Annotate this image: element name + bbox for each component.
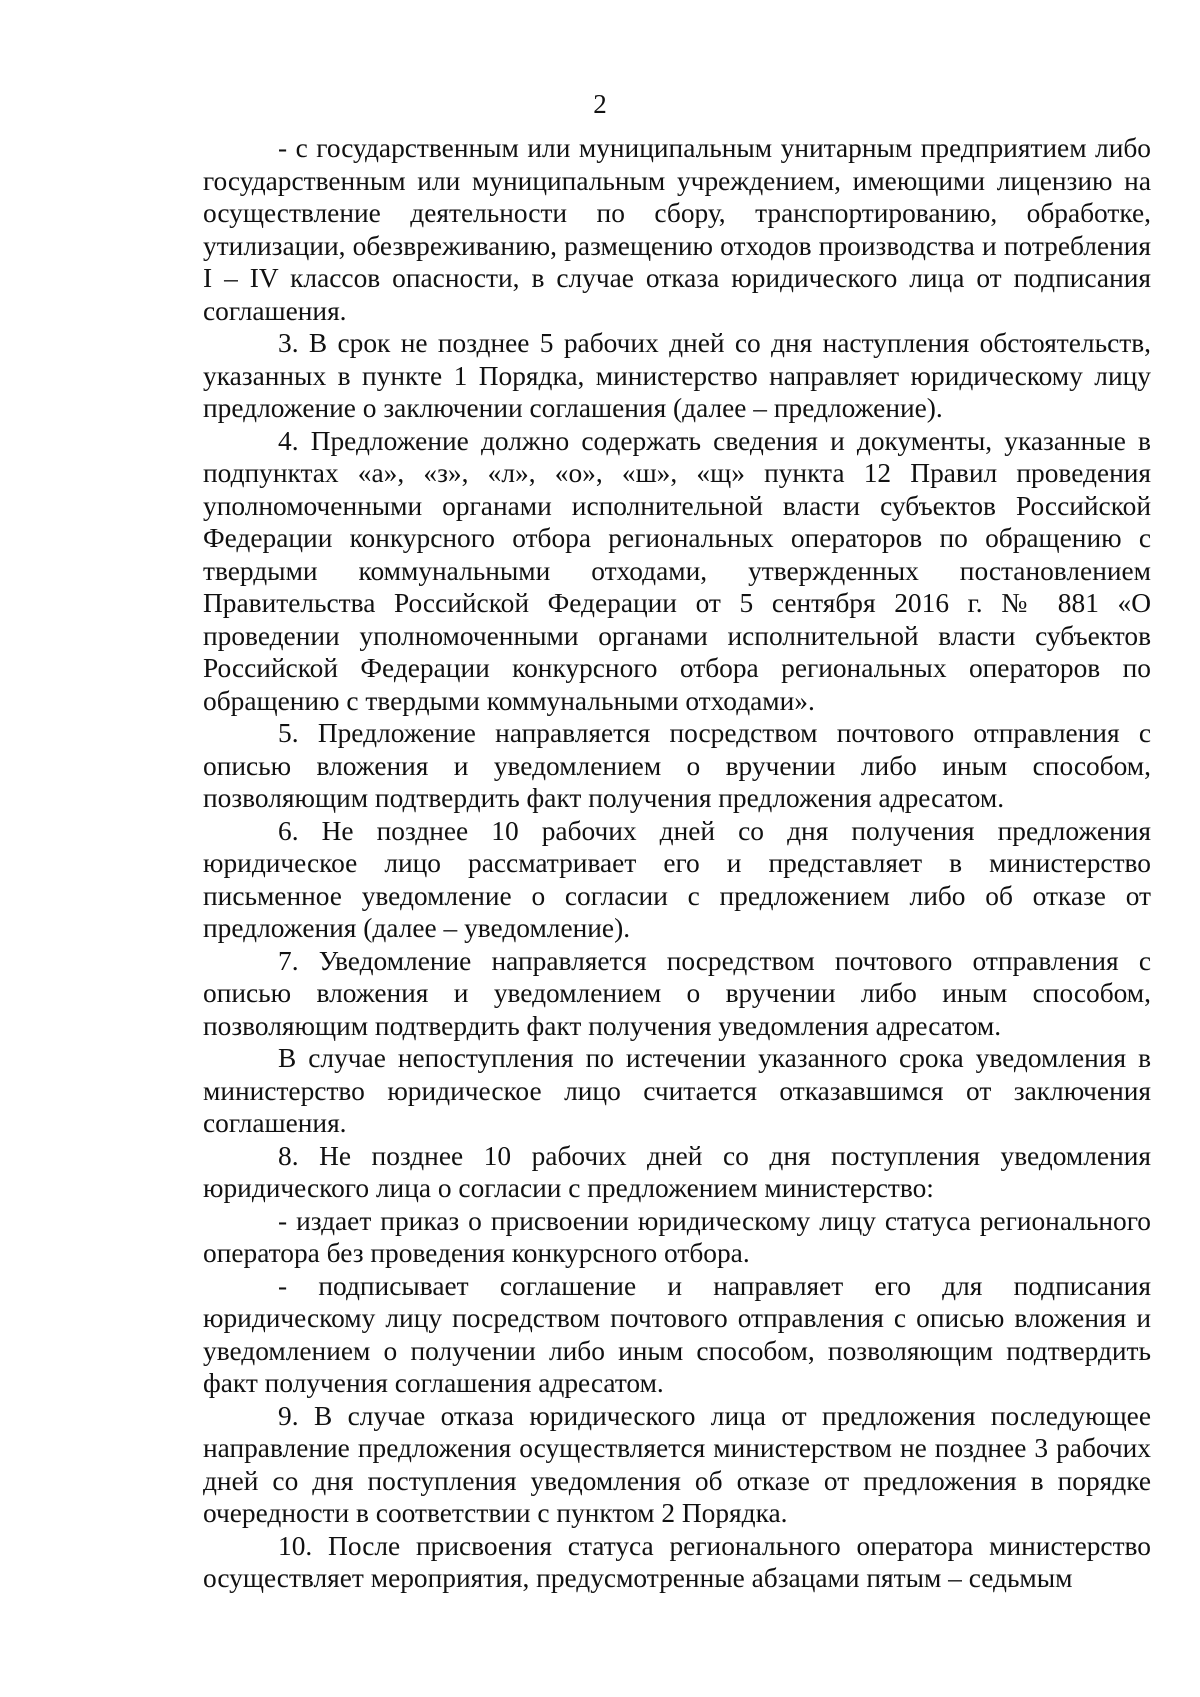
paragraph-8-item-order: - издает приказ о присвоении юридическому лицу статуса регионального оператора без проведения конкурсного отбора. — [203, 1205, 1151, 1268]
paragraph-counterparty: - с государственным или муниципальным унитарным предприятием либо государственным или муниципальным учреждением, имеющими лицензию на осуществление деятельности по сбору, транспортированию, обработке, утилизации, обезвреживанию, размещению отходов производства и потребления I – IV классов опасности, в случае отказа юридического лица от подписания соглашения. — [203, 133, 1151, 326]
paragraph-7-note: В случае непоступления по истечении указанного срока уведомления в министерство юридическое лицо считается отказавшимся от заключения соглашения. — [203, 1043, 1151, 1138]
paragraph-3: 3. В срок не позднее 5 рабочих дней со дня наступления обстоятельств, указанных в пункте 1 Порядка, министерство направляет юридическому лицу предложение о заключении соглашения (далее – предложение). — [203, 328, 1151, 423]
paragraph-8-item-sign: - подписывает соглашение и направляет его для подписания юридическому лицу посредством почтового отправления с описью вложения и уведомлением о получении либо иным способом, позволяющим подтвердить факт получения соглашения адресатом. — [203, 1270, 1151, 1398]
paragraph-8: 8. Не позднее 10 рабочих дней со дня поступления уведомления юридического лица о согласии с предложением министерство: — [203, 1140, 1151, 1203]
paragraph-9: 9. В случае отказа юридического лица от предложения последующее направление предложения осуществляется министерством не позднее 3 рабочих дней со дня поступления уведомления об отказе от предложения в порядке очередности в соответствии с пунктом 2 Порядка. — [203, 1400, 1151, 1528]
page-number: 2 — [593, 89, 607, 119]
document-body — [203, 132, 1151, 1595]
paragraph-7: 7. Уведомление направляется посредством почтового отправления с описью вложения и уведомлением о вручении либо иным способом, позволяющим подтвердить факт получения уведомления адресатом. — [203, 945, 1151, 1041]
paragraph-4: 4. Предложение должно содержать сведения и документы, указанные в подпунктах «а», «з», «л», «о», «ш», «щ» пункта 12 Правил проведения уполномоченными органами исполнительной власти субъектов Российской Федерации конкурсного отбора региональных операторов по обращению с твердыми коммунальными отходами, утвержденных постановлением Правительства Российской Федерации от 5 сентября 2016 г. № 881 «О проведении уполномоченными органами исполнительной власти субъектов Российской Федерации конкурсного отбора региональных операторов по обращению с твердыми коммунальными отходами». — [203, 425, 1151, 716]
paragraph-6: 6. Не позднее 10 рабочих дней со дня получения предложения юридическое лицо рассматривает его и представляет в министерство письменное уведомление о согласии с предложением либо об отказе от предложения (далее – уведомление). — [203, 815, 1151, 943]
paragraph-5: 5. Предложение направляется посредством почтового отправления с описью вложения и уведомлением о вручении либо иным способом, позволяющим подтвердить факт получения предложения адресатом. — [203, 718, 1151, 813]
paragraph-10: 10. После присвоения статуса регионального оператора министерство осуществляет мероприятия, предусмотренные абзацами пятым – седьмым — [203, 1530, 1151, 1593]
